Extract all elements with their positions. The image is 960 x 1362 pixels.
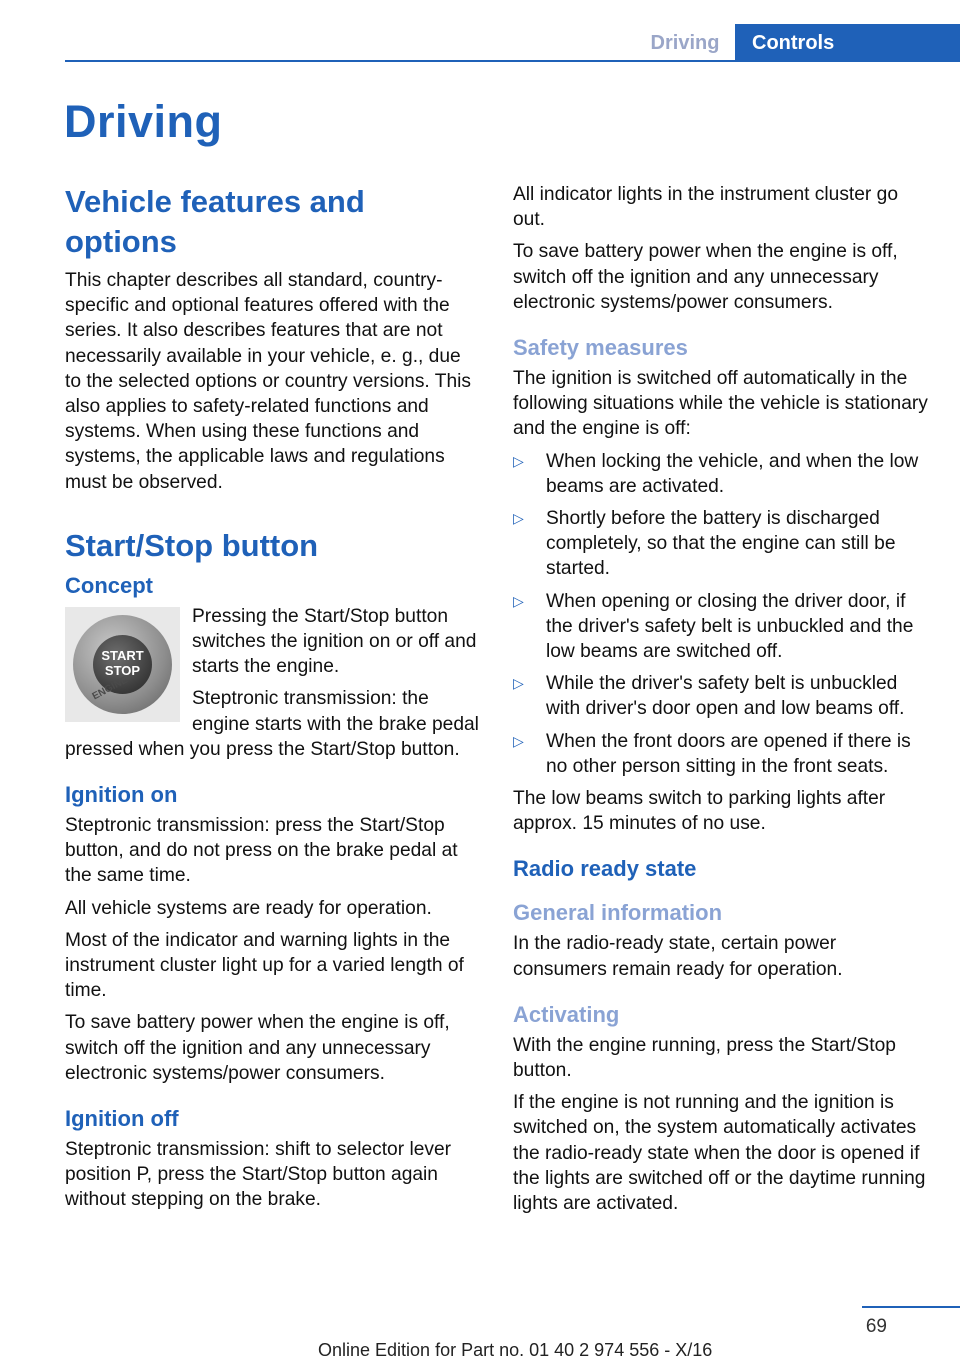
- list-item: ▷ When locking the vehicle, and when the low beams are activated.: [513, 450, 919, 497]
- paragraph-activating-1: With the engine running, press the Start/Stop button.: [513, 1034, 896, 1082]
- heading-radio-ready-state: Radio ready state: [513, 856, 697, 882]
- tab-driving[interactable]: Driving: [650, 32, 720, 54]
- list-item: ▷ When the front doors are opened if there is no other person sitting in the front seats.: [513, 730, 911, 777]
- paragraph-ignition-on-1: Steptronic transmission: press the Start/Stop button, and do not press on the brake pedal at the same time.: [65, 815, 458, 887]
- heading-safety-measures: Safety measures: [513, 335, 688, 361]
- heading-general-information: General information: [513, 900, 723, 926]
- chapter-title: Driving: [64, 96, 223, 147]
- paragraph-ignition-on-2: All vehicle systems are ready for operation.: [65, 897, 432, 919]
- header-rule: [65, 60, 960, 62]
- paragraph-indicator-lights: All indicator lights in the instrument cluster go out.: [513, 184, 898, 231]
- heading-concept: Concept: [65, 572, 153, 598]
- paragraph-concept-1: Pressing the Start/Stop button switches the ignition on or off and starts the engine.: [192, 605, 477, 678]
- paragraph-general-information: In the radio-ready state, certain power consumers remain ready for operation.: [513, 933, 843, 980]
- heading-vehicle-features: Vehicle features and options: [65, 184, 365, 259]
- right-column: [513, 182, 928, 1223]
- concept-block: [65, 604, 480, 769]
- tab-controls[interactable]: Controls: [735, 24, 960, 62]
- list-item: ▷ Shortly before the battery is discharged completely, so that the engine can still be started.: [513, 508, 896, 580]
- paragraph-activating-2: If the engine is not running and the ignition is switched on, the system automatically activates the radio-ready state when the door is opened if the lights are switched off or the daytime running lights are activated.: [513, 1092, 926, 1215]
- paragraph-vehicle-features: This chapter describes all standard, country-specific and optional features offered with the series. It also describes features that are not necessarily available in your vehicle, e. g., due to the selected options or country versions. This also applies to safety-related functions and systems. When using these functions and systems, the applicable laws and regulations must be observed.: [65, 270, 471, 493]
- paragraph-ignition-on-4: To save battery power when the engine is off, switch off the ignition and any unnecessary electronic systems/power consumers.: [65, 1012, 450, 1084]
- triangle-bullet-icon: ▷: [513, 592, 524, 609]
- header-tabs: [635, 24, 960, 62]
- page-number: 69: [865, 1316, 887, 1337]
- triangle-bullet-icon: ▷: [513, 732, 524, 749]
- footer-rule: [862, 1306, 960, 1308]
- safety-bullet-list: [513, 449, 928, 779]
- heading-ignition-off: Ignition off: [65, 1106, 179, 1132]
- heading-start-stop-button: Start/Stop button: [65, 527, 319, 563]
- start-stop-button-image: [65, 607, 180, 722]
- left-column: [65, 182, 480, 1220]
- paragraph-battery-power: To save battery power when the engine is off, switch off the ignition and any unnecessary electronic systems/power consumers.: [513, 241, 898, 313]
- triangle-bullet-icon: ▷: [513, 510, 524, 527]
- list-item: ▷ When opening or closing the driver door, if the driver's safety belt is unbuckled and the low beams are switched off.: [513, 590, 914, 663]
- button-label-engine: ENGINE: [90, 674, 130, 703]
- heading-activating: Activating: [513, 1001, 620, 1027]
- list-item: ▷ While the driver's safety belt is unbuckled with driver's door open and low beams off.: [513, 673, 905, 720]
- triangle-bullet-icon: ▷: [513, 452, 524, 469]
- heading-ignition-on: Ignition on: [65, 782, 178, 808]
- paragraph-concept-2: Steptronic transmission: the engine starts with the brake pedal pressed when you press the Start/Stop button.: [65, 688, 479, 760]
- button-label-start: START: [101, 647, 144, 663]
- triangle-bullet-icon: ▷: [513, 675, 524, 692]
- footer-edition-text: Online Edition for Part no. 01 40 2 974 556 - X/16: [318, 1340, 713, 1360]
- paragraph-ignition-off-1: Steptronic transmission: shift to selector lever position P, press the Start/Stop button again without stepping on the brake.: [65, 1139, 452, 1211]
- paragraph-ignition-on-3: Most of the indicator and warning lights in the instrument cluster light up for a varied length of time.: [65, 929, 464, 1002]
- button-label-stop: STOP: [104, 662, 141, 678]
- paragraph-low-beams: The low beams switch to parking lights after approx. 15 minutes of no use.: [513, 788, 886, 835]
- paragraph-safety-measures: The ignition is switched off automatically in the following situations while the vehicle is stationary and the engine is off:: [513, 368, 928, 440]
